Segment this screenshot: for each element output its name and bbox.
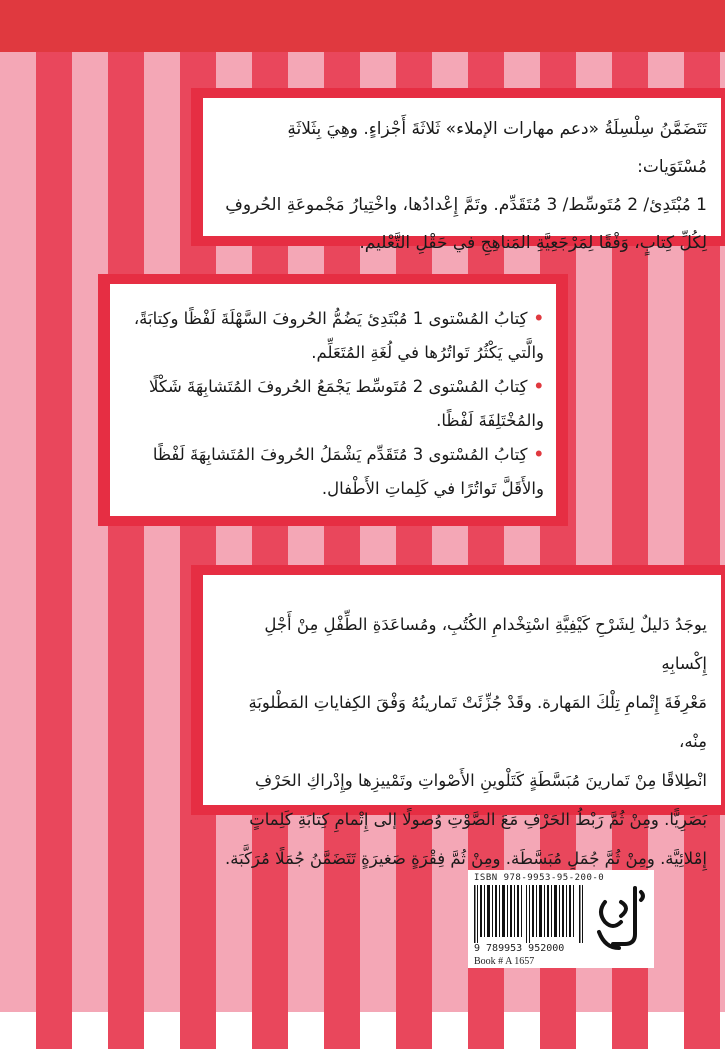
intro-line: تَتَضَمَّنُ سِلْسِلَةُ «دعم مهارات الإملاء» ثَلاثَةَ أَجْزاءٍ. وهِيَ بِثَلاثَةِ مُسْتَوَيات: <box>287 119 707 177</box>
top-red-band <box>0 0 725 52</box>
level-line: كِتابُ المُسْتوى 2 مُتَوسِّط يَجْمَعُ الحُروفَ المُتَشابِهَةَ شَكْلًا <box>149 377 528 396</box>
guide-line: انْطِلاقًا مِنْ تَمارينَ مُبَسَّطَةٍ كَتَلْوينِ الأَصْواتِ وتَمْييزِها وإِدْراكِ الحَرْفِ <box>254 771 707 790</box>
barcode-box <box>468 870 654 968</box>
levels-text-box <box>110 284 556 516</box>
level-line: والَّتي يَكْثُرُ تَواتُرُها في لُغَةِ المُتَعَلِّم. <box>311 343 544 362</box>
level-line: والمُخْتَلِفَةَ لَفْظًا. <box>436 411 544 430</box>
guide-panel <box>191 565 725 868</box>
intro-text-box <box>203 98 721 253</box>
level-item <box>122 302 544 370</box>
bottom-stripe-band <box>0 1012 725 1049</box>
book-number: Book # A 1657 <box>474 956 535 967</box>
level-line: والأَقَلَّ تَواتُرًا في كَلِماتِ الأَطْفال. <box>321 479 544 498</box>
guide-line: بَصَرِيًّا. ومِنْ ثُمَّ رَبْطُ الحَرْفِ مَعَ الصَّوْتِ وُصولًا إلى إِتْمامِ كِتابَةِ كَلِماتٍ <box>249 810 707 829</box>
asala-logo <box>591 882 649 954</box>
bullet-marker: • <box>533 309 544 328</box>
guide-line: مَعْرِفَةَ إِتْمامِ تِلْكَ المَهارة. وقَدْ جُزِّئَتْ تَمارينُهُ وَفْقَ الكِفاياتِ المَطْلوبَةِ مِنْه، <box>248 693 707 751</box>
intro-line: 1 مُبْتَدِئ/ 2 مُتَوسِّط/ 3 مُتَقَدِّم. وتَمَّ إِعْدادُها، واخْتِيارُ مَجْموعَةِ الحُروفِ <box>225 195 707 215</box>
level-item <box>122 438 544 506</box>
intro-panel <box>191 88 725 253</box>
level-line: كِتابُ المُسْتوى 1 مُبْتَدِئ يَضُمُّ الحُروفَ السَّهْلَةَ لَفْظًا وكِتابَةً، <box>133 309 528 328</box>
guide-line: إِمْلائِيَّة. ومِنْ ثُمَّ جُمَلٍ مُبَسَّطَة. ومِنْ ثُمَّ فِقْرَةٍ صَغيرَةٍ تَتَضَمَّنُ جُمَلًا مُرَكَّبَة. <box>224 849 707 868</box>
level-item <box>122 370 544 438</box>
barcode-bars <box>474 885 584 943</box>
levels-panel <box>98 274 568 526</box>
isbn-label: ISBN 978-9953-95-200-0 <box>474 873 605 883</box>
intro-line: لِكُلِّ كِتابٍ، وَفْقًا لِمَرْجَعِيَّةِ المَناهِجِ في حَقْلِ التَّعْليم. <box>359 233 707 253</box>
guide-text-box <box>203 575 721 868</box>
bullet-marker: • <box>533 377 544 396</box>
bullet-marker: • <box>533 445 544 464</box>
level-line: كِتابُ المُسْتوى 3 مُتَقَدِّم يَشْمَلُ الحُروفَ المُتَشابِهَةَ لَفْظًا <box>152 445 528 464</box>
guide-line: يوجَدُ دَليلٌ لِشَرْحِ كَيْفِيَّةِ اسْتِخْدامِ الكُتُبِ، ومُساعَدَةِ الطِّفْلِ مِنْ أَجْلِ إِكْسابِهِ <box>264 615 707 673</box>
barcode-digits: 9 789953 952000 <box>474 943 565 954</box>
